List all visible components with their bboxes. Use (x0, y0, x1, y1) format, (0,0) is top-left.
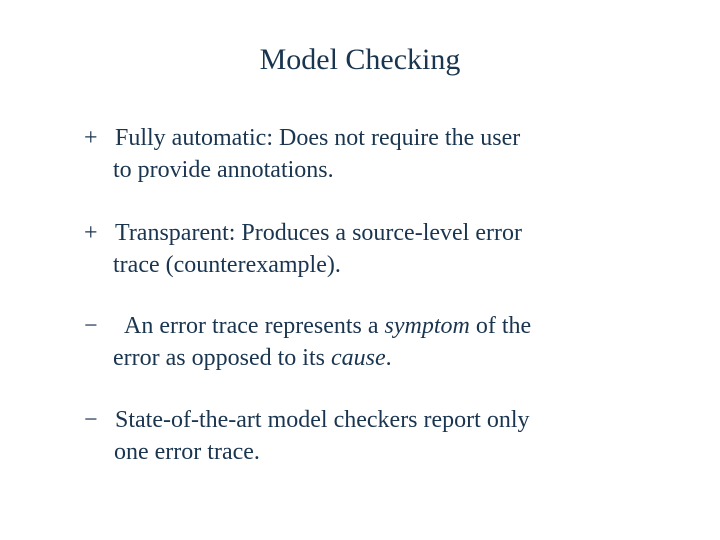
text-segment: An error trace represents a (124, 313, 385, 339)
plus-marker: + (84, 220, 98, 246)
text-segment: error as opposed to its (113, 345, 331, 371)
bullet-text-line: one error trace. (114, 439, 260, 465)
slide-title: Model Checking (259, 43, 461, 76)
emphasis-cause: cause (330, 345, 386, 371)
bullet-text-line: Fully automatic: Does not require the user (115, 125, 521, 151)
text-segment: . (385, 345, 392, 371)
minus-marker: − (84, 313, 98, 339)
emphasis-symptom: symptom (384, 313, 470, 339)
bullet-text-line: trace (counterexample). (113, 252, 341, 278)
minus-marker: − (84, 407, 98, 433)
bullet-text-line (124, 311, 531, 341)
bullet-text-line: to provide annotations. (113, 157, 334, 183)
bullet-text-line: State-of-the-art model checkers report only (115, 407, 530, 433)
text-segment: of the (469, 313, 532, 339)
bullet-text-line: Transparent: Produces a source-level error (115, 220, 522, 246)
bullet-text-line (113, 343, 392, 373)
plus-marker: + (84, 125, 98, 151)
